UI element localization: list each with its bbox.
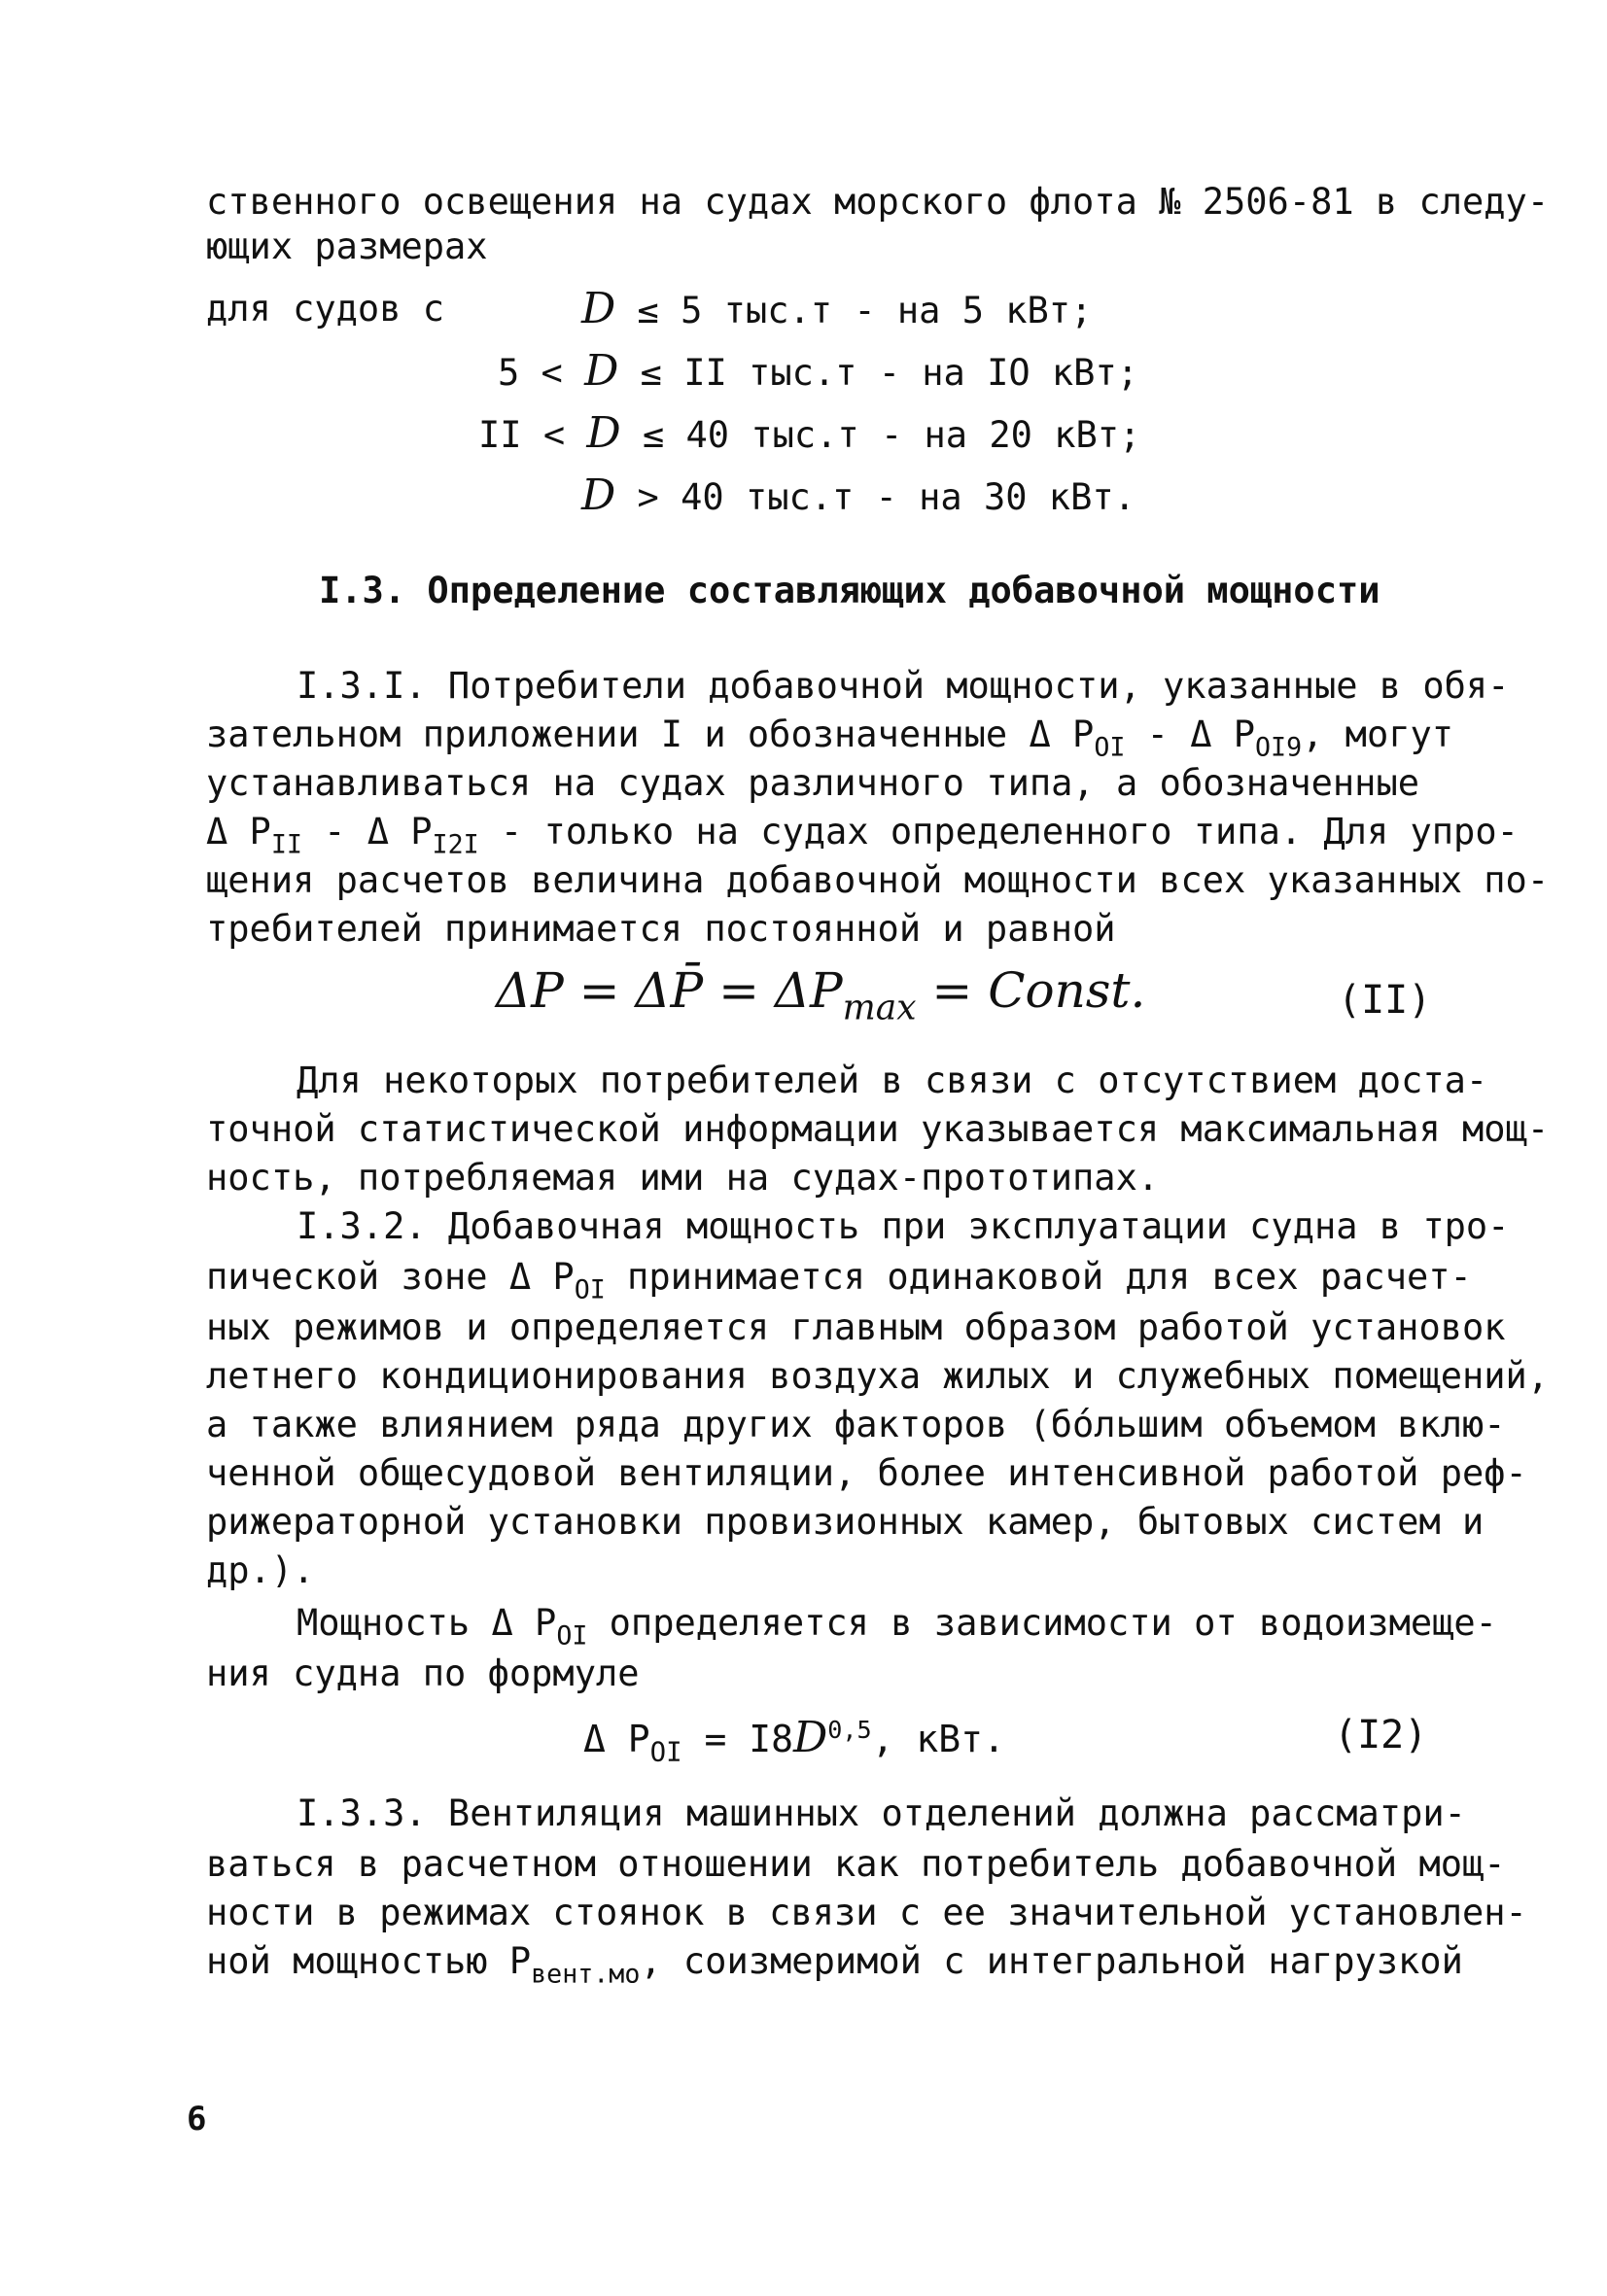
text-line: ния судна по формуле bbox=[206, 1652, 640, 1694]
symbol-d: D bbox=[586, 408, 621, 458]
equation-text: , кВт. bbox=[871, 1718, 1005, 1760]
text-line bbox=[206, 807, 1519, 860]
text-line: летнего кондиционирования воздуха жилых и служебных помещений, bbox=[206, 1355, 1550, 1397]
symbol-dp: Δ P bbox=[367, 811, 433, 852]
table-lead: для судов с bbox=[206, 288, 445, 330]
text-line: рижераторной установки провизионных камер, бытовых систем и bbox=[206, 1501, 1485, 1543]
text-fragment: Мощность bbox=[297, 1602, 492, 1644]
subscript: OI bbox=[556, 1620, 588, 1652]
symbol-dp01 bbox=[491, 1602, 588, 1652]
superscript: 0,5 bbox=[827, 1716, 872, 1745]
text-line: ности в режимах стоянок в связи с ее значительной установлен- bbox=[206, 1892, 1527, 1933]
text-line: щения расчетов величина добавочной мощности всех указанных по- bbox=[206, 859, 1550, 901]
table-row bbox=[498, 346, 1138, 399]
table-row-text: ≤ II тыс.т - на IO кВт; bbox=[618, 352, 1139, 394]
subscript: вент.мо bbox=[531, 1959, 641, 1990]
text-line bbox=[206, 1936, 1463, 1990]
section-heading: I.3. Определение составляющих добавочной мощности bbox=[319, 570, 1380, 611]
symbol-d: D bbox=[581, 284, 616, 333]
symbol-d: D bbox=[792, 1713, 828, 1762]
symbol-dp01 bbox=[1029, 713, 1126, 763]
table-row-prefix: II < bbox=[478, 414, 587, 456]
text-line: а также влиянием ряда других факторов (бóльшим объемом вклю- bbox=[206, 1404, 1506, 1445]
subscript: II bbox=[270, 829, 302, 860]
symbol-dp: Δ P bbox=[206, 811, 271, 852]
text-fragment: пической зоне bbox=[206, 1256, 509, 1298]
text-line: Для некоторых потребителей в связи с отсутствием доста- bbox=[297, 1060, 1488, 1101]
text-fragment: - только на судах определенного типа. Для упро- bbox=[478, 811, 1519, 852]
table-row bbox=[478, 408, 1140, 461]
symbol-dp: Δ P bbox=[508, 1256, 575, 1298]
equation-text: = Const. bbox=[916, 962, 1146, 1019]
symbol-dp: Δ P bbox=[1190, 713, 1256, 755]
equation-text: = I8 bbox=[681, 1718, 793, 1760]
text-line bbox=[297, 1598, 1497, 1652]
text-line: точной статистической информации указывается максимальная мощ- bbox=[206, 1108, 1550, 1150]
symbol-dp: Δ P bbox=[583, 1718, 650, 1760]
symbol-dp121 bbox=[367, 811, 479, 860]
text-fragment: определяется в зависимости от водоизмеще- bbox=[587, 1602, 1497, 1644]
text-line: ваться в расчетном отношении как потребитель добавочной мощ- bbox=[206, 1843, 1506, 1885]
symbol-dp: Δ P bbox=[491, 1602, 557, 1644]
equation-number: (II) bbox=[1338, 978, 1432, 1023]
equation-11 bbox=[496, 962, 1146, 1028]
text-line: ченной общесудовой вентиляции, более интенсивной работой реф- bbox=[206, 1452, 1527, 1494]
equation-text: ΔP = ΔP̄ = ΔP bbox=[496, 962, 843, 1019]
text-line: др.). bbox=[206, 1549, 315, 1591]
text-fragment: ной мощностью Р bbox=[206, 1940, 532, 1982]
text-fragment: - bbox=[301, 811, 367, 852]
table-row-text: > 40 тыс.т - на 30 кВт. bbox=[615, 476, 1135, 518]
subscript: I2I bbox=[432, 829, 479, 860]
table-row-text: ≤ 40 тыс.т - на 20 кВт; bbox=[620, 414, 1141, 456]
equation-12 bbox=[583, 1713, 1005, 1768]
text-line: I.3.2. Добавочная мощность при эксплуатации судна в тро- bbox=[297, 1205, 1510, 1247]
text-line: I.3.3. Вентиляция машинных отделений должна рассматри- bbox=[297, 1792, 1466, 1834]
text-fragment: принимается одинаковой для всех расчет- bbox=[605, 1256, 1472, 1298]
symbol-dp019 bbox=[1190, 713, 1303, 763]
text-line: ющих размерах bbox=[206, 226, 488, 267]
subscript: max bbox=[842, 988, 917, 1028]
subscript: OI bbox=[574, 1274, 606, 1305]
subscript: OI9 bbox=[1255, 732, 1303, 763]
text-line: требителей принимается постоянной и равной bbox=[206, 908, 1116, 950]
text-line: ных режимов и определяется главным образом работой установок bbox=[206, 1306, 1506, 1348]
symbol-dp11 bbox=[206, 811, 302, 860]
page-number: 6 bbox=[187, 2100, 207, 2139]
table-row-text: ≤ 5 тыс.т - на 5 кВт; bbox=[615, 290, 1093, 331]
text-line: устанавливаться на судах различного типа, а обозначенные bbox=[206, 762, 1419, 804]
text-line bbox=[206, 710, 1454, 763]
text-line: ственного освещения на судах морского флота № 2506-81 в следу- bbox=[206, 181, 1550, 223]
symbol-d: D bbox=[584, 346, 619, 396]
symbol-dp: Δ P bbox=[1029, 713, 1095, 755]
subscript: OI bbox=[649, 1737, 682, 1768]
text-fragment: , соизмеримой с интегральной нагрузкой bbox=[640, 1940, 1463, 1982]
text-line: ность, потребляемая ими на судах-прототипах. bbox=[206, 1157, 1160, 1199]
text-line: I.3.I. Потребители добавочной мощности, указанные в обя- bbox=[297, 665, 1510, 707]
symbol-dp01 bbox=[508, 1256, 606, 1305]
text-line bbox=[206, 1252, 1472, 1305]
table-row bbox=[581, 284, 1092, 336]
table-row bbox=[581, 470, 1135, 523]
text-fragment: зательном приложении I и обозначенные bbox=[206, 713, 1030, 755]
text-fragment: , могут bbox=[1302, 713, 1454, 755]
text-fragment: - bbox=[1125, 713, 1191, 755]
symbol-d: D bbox=[581, 470, 616, 520]
subscript: OI bbox=[1094, 732, 1126, 763]
equation-number: (I2) bbox=[1334, 1713, 1428, 1757]
table-row-prefix: 5 < bbox=[498, 352, 585, 394]
